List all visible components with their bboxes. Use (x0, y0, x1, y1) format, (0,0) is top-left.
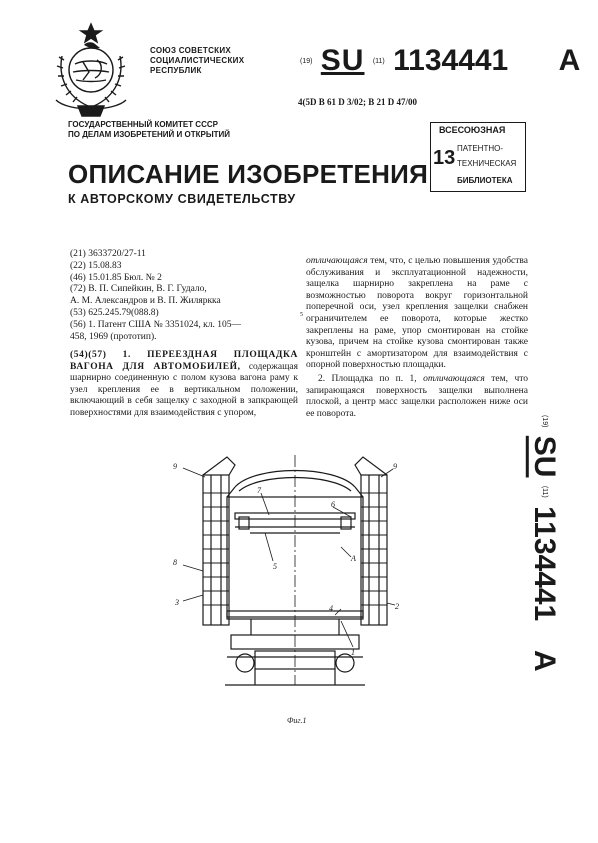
claims-text (306, 256, 528, 420)
biblio-line: (56) 1. Патент США № 3351024, кл. 105— (70, 319, 241, 330)
code-11: (11) (372, 58, 385, 66)
country-code: SU (528, 435, 561, 478)
technical-drawing (165, 435, 425, 710)
column-line-number: 5 (300, 312, 303, 318)
country-code: SU (320, 44, 365, 77)
state-name-line: РЕСПУБЛИК (150, 66, 202, 75)
biblio-line: (22) 15.08.83 (70, 260, 122, 271)
claim-text: 2. Площадка по п. 1, (318, 373, 424, 384)
patent-number-block (300, 44, 580, 79)
committee-line: ГОСУДАРСТВЕННЫЙ КОМИТЕТ СССР (68, 120, 218, 129)
document-kind: A (558, 44, 581, 77)
vertical-patent-number (522, 415, 572, 672)
label-1: 1 (351, 648, 355, 657)
stamp-line: ПАТЕНТНО- (457, 144, 504, 153)
stamp-number: 13 (433, 147, 456, 169)
biblio-line: (72) В. П. Сипейкин, В. Г. Гудало, (70, 284, 207, 295)
label-6: 6 (331, 500, 335, 509)
label-a: А (351, 554, 356, 563)
committee-name (68, 120, 230, 140)
label-5: 5 (273, 562, 277, 571)
library-stamp (430, 122, 526, 192)
biblio-line: 458, 1969 (прототип). (70, 331, 157, 342)
label-7: 7 (257, 486, 261, 495)
stamp-line: БИБЛИОТЕКА (457, 176, 513, 185)
invention-title: (54)(57) 1. ПЕРЕЕЗДНАЯ ПЛОЩАДКА ВАГОНА ДЛЯ АВТОМОБИЛЕЙ, (70, 350, 298, 372)
stamp-line: ВСЕСОЮЗНАЯ (439, 125, 506, 135)
document-subtitle: К АВТОРСКОМУ СВИДЕТЕЛЬСТВУ (68, 192, 296, 206)
document-title: ОПИСАНИЕ ИЗОБРЕТЕНИЯ (68, 159, 429, 189)
ipc-classification: 4(5D B 61 D 3/02; B 21 D 47/00 (298, 97, 417, 107)
preamble-text: содержащая шарнирно соединенную с полом кузова вагона раму к узел крепления ее в вертикальном положении, включающий в себя защелку с заходной в запкрающей поверхностями для взаимодействия с упором, (70, 361, 298, 418)
claim-keyword: отличающаяся (306, 256, 368, 266)
state-name (150, 46, 244, 76)
label-3: 3 (175, 598, 179, 607)
committee-line: ПО ДЕЛАМ ИЗОБРЕТЕНИЙ И ОТКРЫТИЙ (68, 130, 231, 139)
code-19: (19) (541, 415, 548, 428)
biblio-line: А. М. Александров и В. П. Жиляркка (70, 296, 221, 307)
claim-1-characterizing (306, 256, 528, 372)
claim-text: тем, что запирающаяся поверхность защелки выполнена плоской, а центр масс защелки расположен ниже оси ее поворота. (306, 373, 529, 419)
document-kind: A (528, 649, 561, 672)
claim-text: тем, что, с целью повышения удобства обслуживания и эксплуатационной надежности, защелка шарнирно закреплена на раме с возможностью поворота вокруг горизонтальной поперечной оси, узел крепления защелки снабжен ограничителем ее поворота, которые жестко закреплены на раме, упор смонтирован на стойке кузова, причем на стойке кузова смонтирован также кронштейн с амортизатором для взаимодействия с опорной поверхностью площадки. (306, 256, 528, 371)
label-8: 8 (173, 558, 177, 567)
patent-number: 1134441 (528, 506, 561, 622)
state-emblem-icon (48, 20, 134, 120)
code-11: (11) (541, 485, 548, 498)
label-4: 4 (329, 604, 333, 613)
stamp-line: ТЕХНИЧЕСКАЯ (457, 159, 517, 168)
code-19: (19) (300, 58, 313, 66)
state-name-line: СОЮЗ СОВЕТСКИХ (150, 46, 232, 55)
label-9: 9 (173, 462, 177, 471)
patent-number: 1134441 (393, 44, 509, 77)
biblio-line: (21) 3633720/27-11 (70, 249, 146, 259)
biblio-line: (53) 625.245.79(088.8) (70, 307, 159, 318)
bibliographic-data (70, 249, 295, 343)
label-9b: 9 (393, 462, 397, 471)
label-2: 2 (395, 602, 399, 611)
claim-1-preamble (70, 350, 298, 420)
biblio-line: (46) 15.01.85 Бюл. № 2 (70, 272, 162, 283)
claim-keyword: отличающаяся (423, 373, 485, 384)
state-name-line: СОЦИАЛИСТИЧЕСКИХ (150, 56, 245, 65)
claim-2 (306, 374, 528, 420)
figure-caption: Фиг.1 (287, 716, 307, 725)
